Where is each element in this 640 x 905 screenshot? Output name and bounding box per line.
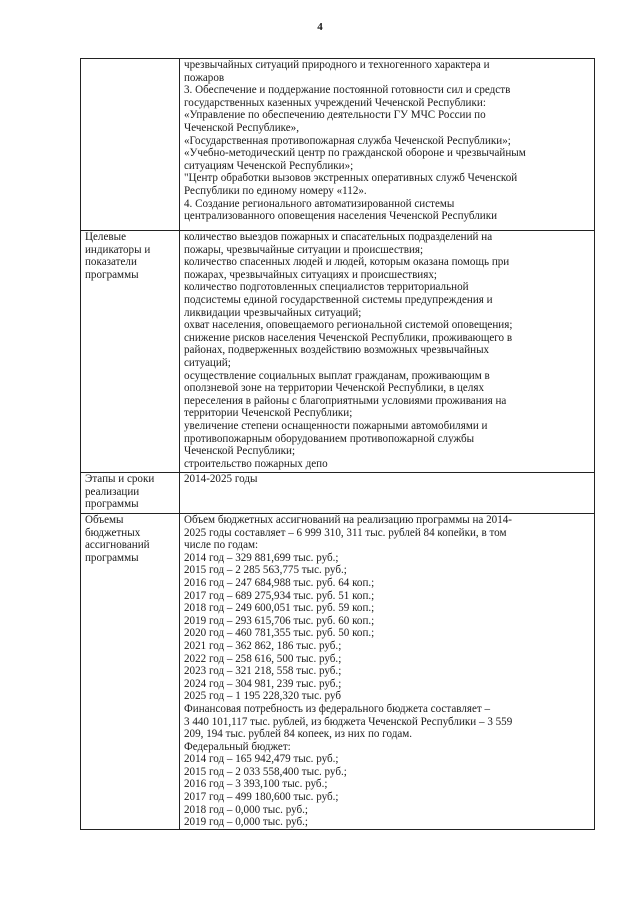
text-line: Финансовая потребность из федерального бюджета составляет – <box>184 702 491 715</box>
text-line: ситуаций; <box>184 356 231 369</box>
text-line: 2023 год – 321 218, 558 тыс. руб.; <box>184 665 342 678</box>
label-cell-indicators <box>81 231 180 473</box>
text-line: пожарах, чрезвычайных ситуациях и происшествиях; <box>184 268 437 281</box>
text-line: 2016 год – 247 684,988 тыс. руб. 64 коп.; <box>184 576 375 589</box>
label-line: программы <box>85 498 139 511</box>
text-line: 2025 годы составляет – 6 999 310, 311 тыс. рублей 84 копейки, в том <box>184 526 507 539</box>
text-line: 3. Обеспечение и поддержание постоянной готовности сил и средств <box>184 84 511 97</box>
text-line: 2017 год – 499 180,600 тыс. руб.; <box>184 791 339 804</box>
text-line: Чеченской Республике», <box>184 121 299 134</box>
label-line: индикаторы и <box>85 243 151 256</box>
text-line: "Центр обработки вызовов экстренных оперативных служб Чеченской <box>184 172 518 185</box>
label-line: программы <box>85 268 139 281</box>
text-line: 3 440 101,117 тыс. рублей, из бюджета Чеченской Республики – 3 559 <box>184 715 513 728</box>
text-line: 2015 год – 2 285 563,775 тыс. руб.; <box>184 564 347 577</box>
program-passport-table <box>80 58 595 830</box>
text-line: «Учебно-методический центр по гражданской обороне и чрезвычайным <box>184 147 526 160</box>
value-cell-tasks <box>180 59 595 231</box>
text-line: централизованного оповещения населения Чеченской Республики <box>184 210 498 223</box>
label-line: Объемы <box>85 514 124 526</box>
text-line: 2022 год – 258 616, 500 тыс. руб.; <box>184 652 342 665</box>
value-cell-funding <box>180 514 595 830</box>
text-line: территории Чеченской Республики; <box>184 407 353 420</box>
text-line: пожары, чрезвычайные ситуации и происшествия; <box>184 243 424 256</box>
text-line: 2014-2025 годы <box>184 473 258 485</box>
text-line: «Государственная противопожарная служба Чеченской Республики»; <box>184 134 511 147</box>
text-line: 2025 год – 1 195 228,320 тыс. руб <box>184 690 341 703</box>
text-line: районах, подверженных воздействию возможных чрезвычайных <box>184 344 490 357</box>
text-line: Республики по единому номеру «112». <box>184 184 367 197</box>
text-line: количество выездов пожарных и спасательных подразделений на <box>184 231 493 243</box>
label-cell-stages <box>81 473 180 514</box>
text-line: 2018 год – 249 600,051 тыс. руб. 59 коп.; <box>184 602 375 615</box>
text-line: 2014 год – 329 881,699 тыс. руб.; <box>184 551 339 564</box>
table-row-tasks-continued <box>81 59 595 231</box>
text-line: снижение рисков населения Чеченской Республики, проживающего в <box>184 331 513 344</box>
table-row-indicators <box>81 231 595 473</box>
text-line: числе по годам: <box>184 539 259 552</box>
label-line: реализации <box>85 485 140 498</box>
text-line: 2021 год – 362 862, 186 тыс. руб.; <box>184 639 342 652</box>
text-line: «Управление по обеспечению деятельности ГУ МЧС России по <box>184 109 486 122</box>
label-line: ассигнований <box>85 539 150 552</box>
text-line: пожаров <box>184 71 225 84</box>
text-line: охват населения, оповещаемого региональной системой оповещения; <box>184 319 513 332</box>
text-line: ликвидации чрезвычайных ситуаций; <box>184 306 362 319</box>
value-cell-indicators <box>180 231 595 473</box>
label-cell-empty <box>81 59 180 231</box>
text-line: 2019 год – 0,000 тыс. руб.; <box>184 816 309 829</box>
text-line: 2019 год – 293 615,706 тыс. руб. 60 коп.; <box>184 614 375 627</box>
text-line: Объем бюджетных ассигнований на реализацию программы на 2014- <box>184 514 513 526</box>
text-line: оползневой зоне на территории Чеченской Республики, в целях <box>184 382 485 395</box>
text-line: 2015 год – 2 033 558,400 тыс. руб.; <box>184 765 347 778</box>
text-line: строительство пожарных депо <box>184 457 328 470</box>
label-line: Целевые <box>85 231 127 243</box>
text-line: 2017 год – 689 275,934 тыс. руб. 51 коп.; <box>184 589 375 602</box>
label-cell-funding <box>81 514 180 830</box>
table-row-stages <box>81 473 595 514</box>
text-line: 2020 год – 460 781,355 тыс. руб. 50 коп.; <box>184 627 375 640</box>
text-line: 209, 194 тыс. рублей 84 копеек, из них по годам. <box>184 728 413 741</box>
text-line: Федеральный бюджет: <box>184 740 291 753</box>
text-line: 2014 год – 165 942,479 тыс. руб.; <box>184 753 339 766</box>
table-row-funding <box>81 514 595 830</box>
page-number: 4 <box>317 21 323 33</box>
text-line: 4. Создание регионального автоматизированной системы <box>184 197 455 210</box>
text-line: переселения в районы с благоприятными условиями проживания на <box>184 394 507 407</box>
label-line: программы <box>85 551 139 564</box>
text-line: противопожарным оборудованием противопожарной службы <box>184 432 475 445</box>
text-line: чрезвычайных ситуаций природного и техногенного характера и <box>184 59 490 71</box>
text-line: количество подготовленных специалистов территориальной <box>184 281 469 294</box>
value-cell-stages <box>180 473 595 514</box>
label-line: показатели <box>85 256 137 269</box>
text-line: 2018 год – 0,000 тыс. руб.; <box>184 803 309 816</box>
text-line: количество спасенных людей и людей, которым оказана помощь при <box>184 256 510 269</box>
text-line: осуществление социальных выплат гражданам, проживающим в <box>184 369 490 382</box>
text-line: 2024 год – 304 981, 239 тыс. руб.; <box>184 677 342 690</box>
text-line: увеличение степени оснащенности пожарными автомобилями и <box>184 419 488 432</box>
label-line: Этапы и сроки <box>85 473 155 485</box>
text-line: Чеченской Республики; <box>184 445 296 458</box>
label-line: бюджетных <box>85 526 141 539</box>
text-line: 2016 год – 3 393,100 тыс. руб.; <box>184 778 328 791</box>
text-line: подсистемы единой государственной системы предупреждения и <box>184 293 493 306</box>
text-line: ситуациям Чеченской Республики»; <box>184 159 354 172</box>
text-line: государственных казенных учреждений Чеченской Республики: <box>184 96 486 109</box>
